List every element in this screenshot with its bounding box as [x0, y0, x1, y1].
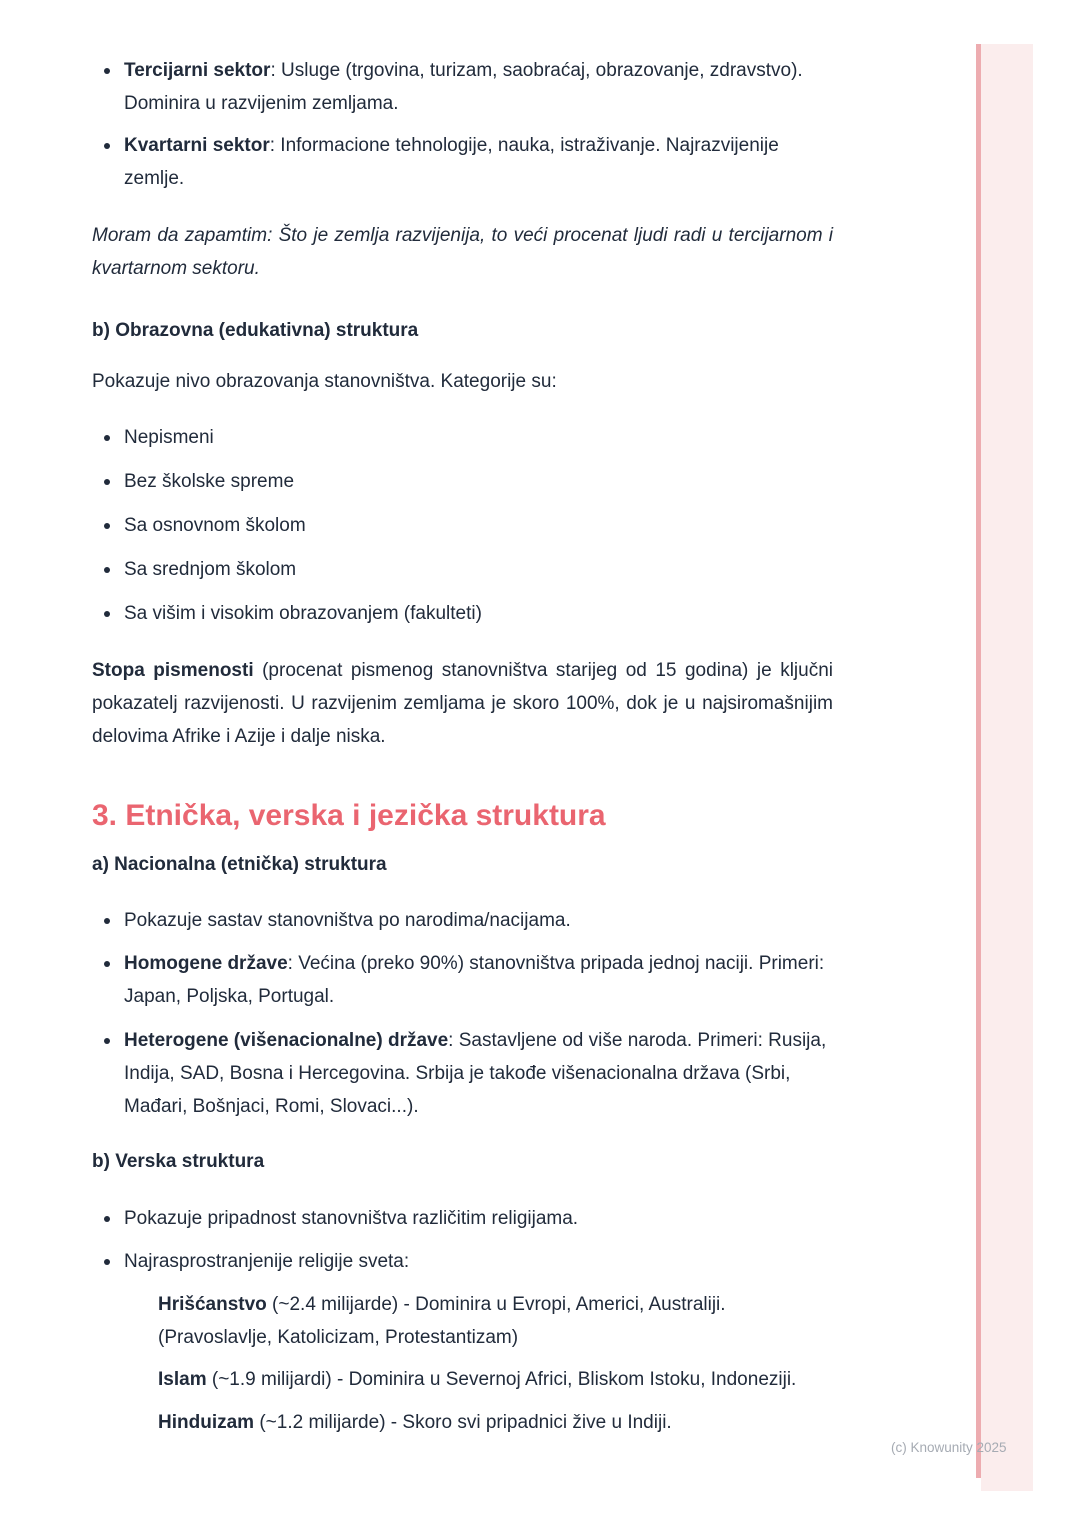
- bullet-marker-icon: [104, 68, 110, 74]
- list-item: [92, 421, 833, 454]
- bullet-marker-icon: [104, 143, 110, 149]
- list-item-text: : Usluge (trgovina, turizam, saobraćaj, obrazovanje, zdravstvo). Dominira u razvijenim zemljama.: [124, 60, 803, 114]
- ethnic-bullet-list: [92, 904, 833, 1123]
- list-item: [92, 1245, 833, 1278]
- list-item: [92, 904, 833, 937]
- remember-note: Moram da zapamtim: Što je zemlja razvijenija, to veći procenat ljudi radi u tercijarnom i kvartarnom sektoru.: [92, 225, 833, 279]
- list-item: [92, 509, 833, 542]
- list-item: [92, 129, 833, 195]
- sub-item-text: (~2.4 milijarde) - Dominira u Evropi, Americi, Australiji. (Pravoslavlje, Katolicizam, Protestantizam): [158, 1294, 726, 1348]
- list-item-text: : Informacione tehnologije, nauka, istraživanje. Najrazvijenije zemlje.: [124, 135, 779, 189]
- literacy-lead: Stopa pismenosti: [92, 660, 254, 681]
- religion-sub-list: [92, 1288, 833, 1439]
- literacy-paragraph: [92, 654, 833, 753]
- sub-item-lead: Hrišćanstvo: [158, 1294, 267, 1315]
- education-intro: Pokazuje nivo obrazovanja stanovništva. Kategorije su:: [92, 371, 557, 392]
- list-item: [92, 947, 833, 1013]
- list-item: [92, 465, 833, 498]
- document-content: [92, 0, 833, 1439]
- list-item-text: Sa srednjom školom: [124, 559, 297, 580]
- list-item-lead: Heterogene (višenacionalne) države: [124, 1030, 449, 1051]
- bullet-marker-icon: [104, 479, 110, 485]
- list-item-text: Pokazuje sastav stanovništva po narodima/nacijama.: [124, 910, 571, 931]
- bullet-marker-icon: [104, 1038, 110, 1044]
- bullet-marker-icon: [104, 435, 110, 441]
- list-item: [92, 597, 833, 630]
- list-item-text: Nepismeni: [124, 427, 214, 448]
- education-structure-heading: b) Obrazovna (edukativna) struktura: [92, 320, 419, 341]
- sub-list-item: [92, 1288, 833, 1354]
- list-item-text: Sa osnovnom školom: [124, 515, 306, 536]
- sub-item-lead: Hinduizam: [158, 1412, 255, 1433]
- list-item: [92, 54, 833, 120]
- sub-item-text: (~1.9 milijardi) - Dominira u Severnoj Africi, Bliskom Istoku, Indoneziji.: [206, 1369, 797, 1390]
- bullet-marker-icon: [104, 1259, 110, 1265]
- bullet-marker-icon: [104, 611, 110, 617]
- sector-bullet-list: [92, 54, 833, 195]
- education-bullet-list: [92, 421, 833, 630]
- literacy-text: (procenat pismenog stanovništva starijeg od 15 godina) je ključni pokazatelj razvijenosti. U razvijenim zemljama je skoro 100%, dok je u najsiromašnijim delovima Afrike i Azije i dalje niska.: [92, 660, 833, 747]
- religion-bullet-list: [92, 1202, 833, 1439]
- sub-item-lead: Islam: [158, 1369, 207, 1390]
- religion-structure-heading: b) Verska struktura: [92, 1151, 265, 1172]
- list-item-lead: Tercijarni sektor: [124, 60, 271, 81]
- list-item: [92, 1202, 833, 1235]
- section-3-heading: 3. Etnička, verska i jezička struktura: [92, 799, 606, 832]
- sub-item-text: (~1.2 milijarde) - Skoro svi pripadnici žive u Indiji.: [254, 1412, 672, 1433]
- bullet-marker-icon: [104, 1216, 110, 1222]
- ethnic-structure-heading: a) Nacionalna (etnička) struktura: [92, 854, 387, 875]
- list-item-text: : Većina (preko 90%) stanovništva pripada jednoj naciji. Primeri: Japan, Poljska, Portugal.: [124, 953, 825, 1007]
- sub-list-item: [92, 1406, 833, 1439]
- bullet-marker-icon: [104, 918, 110, 924]
- bullet-marker-icon: [104, 567, 110, 573]
- page-edge-highlight-panel: [981, 44, 1033, 1491]
- copyright-watermark: (c) Knowunity 2025: [891, 1440, 1007, 1455]
- list-item-text: Sa višim i visokim obrazovanjem (fakulteti): [124, 603, 482, 624]
- bullet-marker-icon: [104, 961, 110, 967]
- list-item: [92, 1024, 833, 1123]
- list-item-lead: Homogene države: [124, 953, 288, 974]
- list-item-text: Bez školske spreme: [124, 471, 295, 492]
- page-edge-accent-line: [976, 44, 981, 1478]
- list-item: [92, 553, 833, 586]
- list-item-text: Pokazuje pripadnost stanovništva različitim religijama.: [124, 1208, 579, 1229]
- list-item-text: : Sastavljene od više naroda. Primeri: Rusija, Indija, SAD, Bosna i Hercegovina. Srbija je takođe višenacionalna država (Srbi, Mađari, Bošnjaci, Romi, Slovaci...).: [124, 1030, 827, 1117]
- list-item-text: Najrasprostranjenije religije sveta:: [124, 1251, 410, 1272]
- list-item-lead: Kvartarni sektor: [124, 135, 270, 156]
- sub-list-item: [92, 1363, 833, 1396]
- bullet-marker-icon: [104, 523, 110, 529]
